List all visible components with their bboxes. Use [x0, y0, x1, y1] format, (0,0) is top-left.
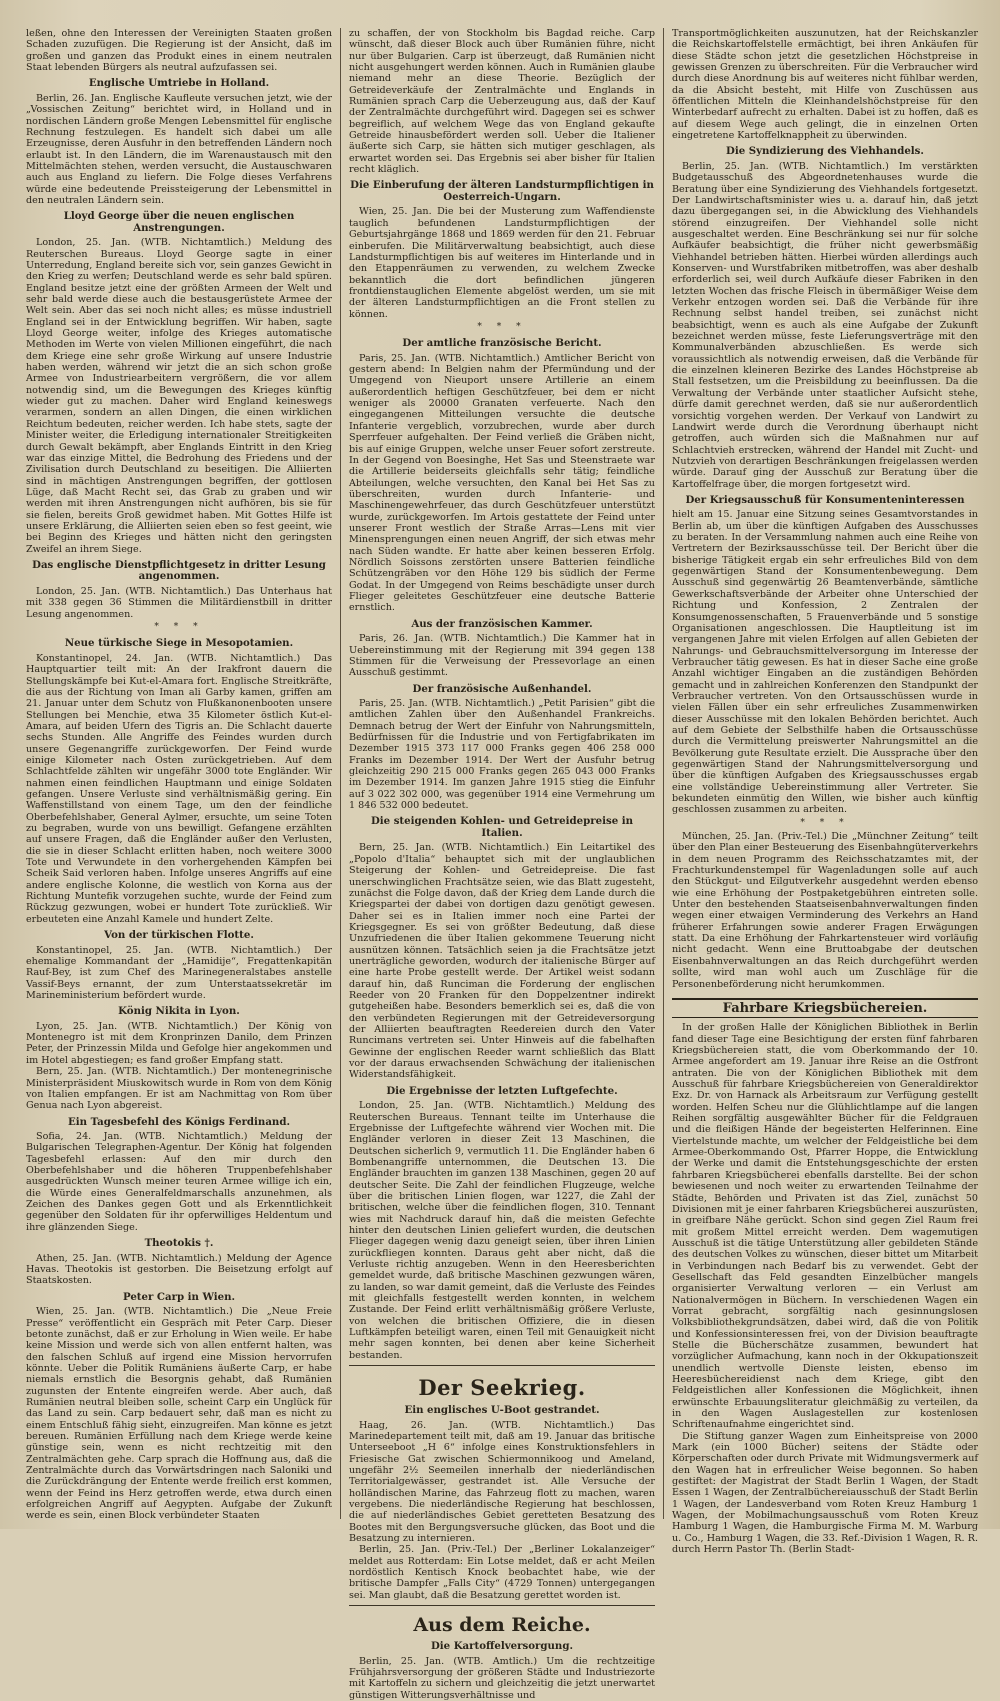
headline-holland: Englische Umtriebe in Holland.: [88, 77, 270, 90]
article-franzoesischer-bericht: Paris, 25. Jan. (WTB. Nichtamtlich.) Amtlicher Bericht von gestern abend: In Belgien nahm der Pfermündung und der Umgegend von Nieuport unsere Artillerie an einem außerordentlich heftigen Geschützfeuer, bei dem er nicht weniger als 20000 Granaten verfeuerte. Nach den eingegangenen Mitteilungen versuchte die deutsche Infanterie vergeblich, vorzubrechen, wurde aber durch Sperrfeuer aufgehalten. Der Feind verließ die Gräben nicht, bis auf einige Gruppen, welche unser Feuer sofort zerstreute. In der Gegend von Boesinghe, Het Sas und Steenstraete war die Artillerie beiderseits gleichfalls sehr tätig; feindliche Abteilungen, welche versuchten, den Kanal bei Het Sas zu überschreiten, wurden durch Infanterie- und Maschinengewehrfeuer, das durch Geschützfeuer unterstützt wurde, zurückgeworfen. Im Artois gestattete der Feind unter unserer Front westlich der Straße Arras—Lens mit vier Minensprengungen einen neuen Angriff, der sich etwas mehr nach Süden wandte. Er hatte aber keinen besseren Erfolg. Nördlich Soissons zerstörten unsere Batterien feindliche Schützengräben vor den Höhe 129 bis südlich der Ferme Godat. In der Umgegend von Reims beschädigte unser durch Flieger geleitetes Geschützfeuer eine deutsche Batterie ernstlich.: [349, 352, 655, 614]
column-3: [663, 28, 986, 1556]
headline-tuerkische-siege: Neue türkische Siege in Mesopotamien.: [64, 637, 294, 650]
article-landsturm: Wien, 25. Jan. Die bei der Musterung zum Waffendienste tauglich befundenen Landsturmpflichtigen der Geburtsjahrgänge 1868 und 1869 werden für den 21. Februar einberufen. Die Militärverwaltung beabsichtigt, auch diese Landsturmpflichtigen bis auf weiteres im Hinterlande und in den Etappenräumen zu verwenden, zu welchem Zwecke bekanntlich die dort befindlichen jüngeren frontdienstauglichen Elemente abgelöst werden, um sie mit der älteren Landsturmpflichtigen an die Front stellen zu können.: [349, 206, 655, 320]
column-2: [340, 28, 663, 1701]
article-muenchen-eisenbahn: München, 25. Jan. (Priv.-Tel.) Die „Münchner Zeitung“ teilt über den Plan einer Besteuerung des Eisenbahngüterverkehrs in dem neuen Programm des Reichsschatzamtes mit, der Frachturkundenstempel für Wagenladungen solle auf auch den Stückgut- und Eilgutverkehr ausgedehnt werden ebenso wie eine Erhöhung der Postpaketgebühren eintreten solle. Unter den bestehenden Staatseisenbahnverwaltungen finden wegen einer etwaigen Verminderung des Verkehrs an Hand früherer Erfahrungen sowie anderer Fragen Erwägungen statt. Da eine Erhöhung der Fahrkartensteuer wird vorläufig nicht gedacht. Wenn eine Bruttoabgabe der deutschen Eisenbahnverwaltungen an das Reich durchgeführt werden sollte, wird man wohl auch um Zuschläge für die Personenbeförderung nicht herumkommen.: [672, 831, 978, 990]
article-kartoffelversorgung: Berlin, 25. Jan. (WTB. Amtlich.) Um die rechtzeitige Frühjahrsversorgung der größeren Städte und Industriezorte mit Kartoffeln zu sichern und gleichzeitig die jetzt unerwartet günstigen Witterungsverhältnisse und: [349, 1655, 655, 1701]
headline-tuerkische-flotte: Von der türkischen Flotte.: [104, 929, 254, 942]
headline-aussenhandel: Der französische Außenhandel.: [412, 682, 592, 695]
lead-in-paragraph: leßen, ohne den Interessen der Vereinigten Staaten großen Schaden zuzufügen. Die Regierung ist der Ansicht, daß im großen und ganzen das Produkt eines in einem neutralen Staat lebenden Bürgers als neutral aufzufassen sei.: [26, 28, 332, 74]
headline-theotokis: Theotokis †.: [144, 1237, 214, 1250]
headline-peter-carp: Peter Carp in Wien.: [122, 1290, 236, 1303]
section-title-aus-dem-reiche: Aus dem Reiche.: [413, 1614, 591, 1637]
headline-viehhandel: Die Syndizierung des Viehhandels.: [726, 145, 924, 158]
article-kriegsbuechereien-stiftung: Die Stiftung ganzer Wagen zum Einheitspreise von 2000 Mark (ein 1000 Bücher) seitens der Städte oder Körperschaften oder durch Private mit Widmungsvermerk auf den Wagen hat in erfreulicher Weise begonnen. So haben gestiftet: der Magistrat der Stadt Berlin 1 Wagen, der Stadt Essen 1 Wagen, der Zentralbüchereiausschuß der Stadt Berlin 1 Wagen, der Landesverband vom Roten Kreuz Hamburg 1 Wagen, der Mobilmachungsausschuß vom Roten Kreuz Hamburg 1 Wagen, die Hamburgische Firma M. M. Warburg u. Co., Hamburg 1 Wagen, die 33. Ref.-Division 1 Wagen, R. R. durch Herrn Pastor Th. (Berlin Stadt-: [672, 1430, 978, 1556]
headline-koenig-nikita: König Nikita in Lyon.: [118, 1005, 240, 1018]
article-kartoffelversorgung-continued: Transportmöglichkeiten auszunutzen, hat der Reichskanzler die Reichskartoffelstelle ermächtigt, bei ihren Ankäufen für diese Städte schon jetzt die gesetzlichen Höchstpreise in gewissen Grenzen zu überschreiten. Für die Verbraucher wird durch diese Anordnung bis auf weiteres nicht fühlbar werden, da die Absicht besteht, mit Hilfe von Zuschüssen aus öffentlichen Mitteln die Kleinhandelshöchstpreise für den Winterbedarf aufrecht zu erhalten. Dabei ist zu hoffen, daß es auf diesem Wege auch gelingt, die in einzelnen Orten eingetretene Kartoffelknappheit zu überwinden.: [672, 28, 978, 142]
headline-luftgefechte: Die Ergebnisse der letzten Luftgefechte.: [386, 1084, 618, 1097]
separator-stars: * * *: [477, 321, 527, 332]
headline-kartoffelversorgung: Die Kartoffelversorgung.: [430, 1640, 574, 1653]
headline-kohlenpreise: Die steigenden Kohlen- und Getreidepreise in Italien.: [370, 815, 634, 839]
headline-lloyd-george: Lloyd George über die neuen englischen Anstrengungen.: [63, 210, 295, 234]
headline-franzoesische-kammer: Aus der französischen Kammer.: [411, 617, 593, 630]
section-box: [672, 998, 978, 1019]
column-layout: [18, 28, 986, 1701]
article-u-boot-berlin: Berlin, 25. Jan. (Priv.-Tel.) Der „Berliner Lokalanzeiger“ meldet aus Rotterdam: Ein Lotse meldet, daß er acht Meilen nordöstlich Kentisch Knock beobachtet habe, wie der britische Dampfer „Falls City“ (4729 Tonnen) untergegangen sei. Man glaubt, daß die Besatzung gerettet worden ist.: [349, 1544, 655, 1601]
article-konsumenteninteressen: hielt am 15. Januar eine Sitzung seines Gesamtvorstandes in Berlin ab, um über die künftigen Aufgaben des Ausschusses zu beraten. In der Versammlung nahmen auch eine Reihe von Vertretern der Bezirksausschüsse teil. Der Bericht über die bisherige Tätigkeit ergab ein sehr erfreuliches Bild von dem gegenwärtigen Stand der Konsumentenbewegung. Dem Ausschuß sind gegenwärtig 26 Beamtenverbände, sämtliche Gewerkschaftsverbände der Arbeiter ohne Unterschied der Richtung und Konfession, 2 Zentralen der Konsumgenossenschaften, 5 Frauenverbände und 5 sonstige Organisationen angeschlossen. Die Hauptleitung ist im vergangenen Jahre mit vielen Erfolgen auf allen Gebieten der Nahrungs- und Gebrauchsmittelversorgung im Interesse der Verbraucher tätig gewesen. Es hat in dieser Sache eine große Anzahl wichtiger Eingaben an die zuständigen Behörden gemacht und in zahlreichen Konferenzen den Standpunkt der Verbraucher vertreten. Von den Ortsausschüssen wurde in vielen Fällen über ein sehr erfreuliches Zusammenwirken dieser Ausschüsse mit den lokalen Behörden berichtet. Auch auf dem Gebiete der Selbsthilfe haben die Ortsausschüsse durch die Vermittelung preiswerter Nahrungsmittel an die Bevölkerung gute Resultate erzielt. Die Aussprache über den gegenwärtigen Stand der Nahrungsmittelversorgung und über die künftigen Aufgaben des Kriegsausschusses ergab eine vollständige Uebereinstimmung aller Vertreter. Sie bekundeten einmütig den Willen, wie bisher auch künftig geschlossen zusammen zu arbeiten.: [672, 509, 978, 816]
headline-kriegsbuechereien: Fahrbare Kriegsbüchereien.: [722, 1000, 928, 1016]
article-koenig-ferdinand: Sofia, 24. Jan. (WTB. Nichtamtlich.) Meldung der Bulgarischen Telegraphen-Agentur. Der König hat folgenden Tagesbefehl erlassen: Auf den mir durch den Oberbefehlshaber und die höheren Truppenbefehlshaber ausgedrückten Wunsch meiner teuren Armee willige ich ein, die Würde eines Generalfeldmarschalls anzunehmen, als Zeichen des Dankes gegen Gott und als Erkenntlichkeit gegenüber den Soldaten für ihr opferwilliges Heldentum und ihre glänzenden Siege.: [26, 1131, 332, 1233]
section-rule: [349, 1605, 655, 1606]
article-peter-carp: Wien, 25. Jan. (WTB. Nichtamtlich.) Die „Neue Freie Presse“ veröffentlicht ein Gespräch mit Peter Carp. Dieser betonte zunächst, daß er zur Erholung in Wien weile. Er habe keine Mission und werde sich von allen entfernt halten, was den falschen Schluß auf irgend eine Mission hervorrufen könnte. Ueber die Politik Rumäniens äußerte Carp, er habe niemals ernstlich die Besorgnis gehabt, daß Rumänien zugunsten der Entente eingreifen werde. Aber auch, daß Rumänien neutral bleiben solle, scheint Carp ein Unglück für das Land zu sein. Carp bedauert sehr, daß man es nicht zu einem Entschluß fähig sieht, einzugreifen. Man könne es jetzt bereuen. Rumänien Erfüllung nach dem Kriege werde keine günstige sein, wenn es nicht rechtzeitig mit den Zentralmächten gehe. Carp sprach die Hoffnung aus, daß die Zentralmächte durch das Vorwärtsdringen nach Saloniki und die Zurückdrängung der Entente werde freilich erst kommen, wenn der Feind ins Herz getroffen werde, etwa durch einen erfolgreichen Angriff auf Aegypten. Aufgabe der Zukunft werde es sein, einen Block verbündeter Staaten: [26, 1306, 332, 1522]
separator-stars: * * *: [154, 621, 204, 632]
section-rule: [349, 1365, 655, 1366]
article-lloyd-george: London, 25. Jan. (WTB. Nichtamtlich.) Meldung des Reuterschen Bureaus. Lloyd George sagte in einer Unterredung, England bereite sich vor, sein ganzes Gewicht in den Krieg zu werfen; Deutschland werde es sehr bald spüren. England besitze jetzt eine der größten Armeen der Welt und sehr bald werde diese auch die bestausgerüstete Armee der Welt sein. Aber das sei noch nicht alles; es müsse industriell England sei in der Entwicklung begriffen. Wir haben, sagte Lloyd George weiter, infolge des Krieges automatische Methoden im Werte von vielen Millionen eingeführt, die nach dem Kriege eine sehr große Wirkung auf unsere Industrie haben werden, während wir jetzt die an sich schon große Armee von Industriearbeitern vergrößern, die vor allem notwendig sind, um die Bewegungen des Krieges künftig wieder gut zu machen. Daher wird England keineswegs verarmen, sondern an allen Dingen, die einen wirklichen Reichtum bedeuten, reicher werden. Ich habe stets, sagte der Minister weiter, die Erledigung internationaler Streitigkeiten durch Gewalt bekämpft, aber Englands Eintritt in den Krieg war das einzige Mittel, die Bedrohung des Friedens und der Zivilisation durch Deutschland zu beseitigen. Die Alliierten sind in mächtigen Anstrengungen begriffen, der gottlosen Lüge, daß Macht Recht sei, das Grab zu graben und wir werden mit ihren Anstrengungen nicht aufhören, bis sie für sie fielen, bereits Groß gewidmet haben. Mit Gottes Hilfe ist unsere Erklärung, die Alliierten seien eben so fest geeint, wie bei Beginn des Krieges und hätten nicht den geringsten Zweifel an ihrem Siege.: [26, 237, 332, 555]
column-1: [18, 28, 340, 1522]
headline-konsumenteninteressen: Der Kriegsausschuß für Konsumenteninteressen: [685, 493, 965, 506]
headline-landsturm: Die Einberufung der älteren Landsturmpflichtigen in Oesterreich-Ungarn.: [350, 179, 654, 203]
separator-stars: * * *: [800, 817, 850, 828]
article-franzoesische-kammer: Paris, 26. Jan. (WTB. Nichtamtlich.) Die Kammer hat in Uebereinstimmung mit der Regierung mit 394 gegen 138 Stimmen für die Verweisung der Pressevorlage an einen Ausschuß gestimmt.: [349, 633, 655, 679]
article-aussenhandel: Paris, 25. Jan. (WTB. Nichtamtlich.) „Petit Parisien“ gibt die amtlichen Zahlen über den Außenhandel Frankreichs. Demnach betrug der Wert der Einfuhr von Nahrungsmitteln, Bedürfnissen für die Industrie und von Fertigfabrikaten im Dezember 1915 373 117 000 Franks gegen 406 258 000 Franks im Dezember 1914. Der Wert der Ausfuhr betrug gleichzeitig 290 215 000 Franks gegen 265 043 000 Franks im Dezember 1914. Im ganzen Jahre 1915 stieg die Einfuhr auf 3 022 302 000, was gegenüber 1914 eine Vermehrung um 1 846 532 000 bedeutet.: [349, 698, 655, 812]
headline-dienstpflicht: Das englische Dienstpflichtgesetz in dritter Lesung angenommen.: [32, 558, 326, 583]
section-title-seekrieg: Der Seekrieg.: [418, 1375, 586, 1401]
article-viehhandel: Berlin, 25. Jan. (WTB. Nichtamtlich.) Im verstärkten Budgetausschuß des Abgeordnetenhauses wurde die Beratung über eine Syndizierung des Viehhandels fortgesetzt. Der Landwirtschaftsminister wies u. a. darauf hin, daß jetzt dazu übergegangen sei, in die Abwicklung des Viehhandels störend einzugreifen. Der Viehhandel solle nicht ausgeschaltet werden. Eine Beschränkung sei nur für solche Aufkäufer beabsichtigt, die früher nicht gewerbsmäßig Viehhandel betrieben hätten. Hierbei würden allerdings auch Konserven- und Wurstfabriken mitbetroffen, was aber deshalb erforderlich sei, weil durch Aufkäufe dieser Fabriken in den letzten Wochen das frische Fleisch in übermäßiger Weise dem Verkehr entzogen worden sei. Daß die Verbände für ihre Rechnung selbst handel treiben, sei zunächst nicht beabsichtigt, wenn es auch als eine Aufgabe der Zukunft bezeichnet werden müsse, feste Lieferungsverträge mit den Kommunalverbänden abzuschließen. Es werde sich voraussichtlich als notwendig erweisen, daß die Verbände für die einzelnen kleineren Bezirke des Landes Höchstpreise ab Stall festsetzen, um die Preisbildung zu beeinflussen. Da die Verwaltung der Verbände unter staatlicher Aufsicht stehe, dürfe damit gerechnet werden, daß sie nur außerordentlich vorsichtig vorgehen werden. Der Verkauf von Landwirt zu Landwirt werde durch die Verordnung überhaupt nicht getroffen, auch würden sich die Maßnahmen nur auf Schlachtvieh erstrecken, während der Handel mit Zucht- und Nutzvieh von derartigen Beschränkungen freigelassen werden würde. Darauf ging der Ausschuß zur Beratung über die Kartoffelfrage über, die morgen fortgesetzt wird.: [672, 160, 978, 490]
article-u-boot-haag: Haag, 26. Jan. (WTB. Nichtamtlich.) Das Marinedepartement teilt mit, daß am 19. Januar das britische Unterseeboot „H 6“ infolge eines Konstruktionsfehlers in Friesische Gat zwischen Schiermonnikoog und Ameland, ungefähr 2½ Seemeilen innerhalb der niederländischen Territorialgewässer, gestrandet ist. Alle Versuche der holländischen Marine, das Fahrzeug flott zu machen, waren vergebens. Die niederländische Regierung hat beschlossen, die auf niederländisches Gebiet geretteten Besatzung des Bootes mit den Bergungsversuche glücken, das Boot und die Besatzung zu internieren.: [349, 1419, 655, 1545]
article-dienstpflicht: London, 25. Jan. (WTB. Nichtamtlich.) Das Unterhaus hat mit 338 gegen 36 Stimmen die Militärdienstbill in dritter Lesung angenommen.: [26, 585, 332, 620]
article-peter-carp-continued: zu schaffen, der von Stockholm bis Bagdad reiche. Carp wünscht, daß dieser Block auch über Rumänien führe, nicht nur über Bulgarien. Carp ist überzeugt, daß Rumänien nicht nicht ausgehungert werden können. Auch in Rumänien glaube niemand mehr an diese Theorie. Bezüglich der Getreideverkäufe der Zentralmächte und Englands in Rumänien sprach Carp die Ueberzeugung aus, daß der Kauf der Zentralmächte durchgeführt wird. Dagegen sei es schwer begreiflich, auf welchem Wege das von England gekaufte Getreide hinausbefördert werden soll. Ueber die Italiener äußerte sich Carp, sie hätten sich mutiger geschlagen, als erwartet worden sei. Das Ergebnis sei aber bisher für Italien recht kläglich.: [349, 28, 655, 176]
article-holland: Berlin, 26. Jan. Englische Kaufleute versuchen jetzt, wie der „Vossischen Zeitung“ berichtet wird, in Holland und in nordischen Ländern große Mengen Lebensmittel für englische Rechnung festzulegen. Es handelt sich dabei um alle Erzeugnisse, deren Ausfuhr in den betreffenden Ländern noch erlaubt ist. In den Ländern, die im Warenaustausch mit den Mittelmächten stehen, werden versucht, die Austauschwaren auch aus England zu liefern. Die Folge dieses Verfahrens würde eine bedeutende Preissteigerung der Lebensmittel in den neutralen Ländern sein.: [26, 92, 332, 206]
article-koenig-nikita-bern: Bern, 25. Jan. (WTB. Nichtamtlich.) Der montenegrinische Ministerpräsident Miuskowitsch wurde in Rom von dem König von Italien empfangen. Er ist am Nachmittag von Rom über Genua nach Lyon abgereist.: [26, 1066, 332, 1112]
article-theotokis: Athen, 25. Jan. (WTB. Nichtamtlich.) Meldung der Agence Havas. Theotokis ist gestorben. Die Beisetzung erfolgt auf Staatskosten.: [26, 1252, 332, 1287]
headline-u-boot: Ein englisches U-Boot gestrandet.: [404, 1404, 600, 1417]
headline-franzoesischer-bericht: Der amtliche französische Bericht.: [402, 337, 602, 350]
article-koenig-nikita-lyon: Lyon, 25. Jan. (WTB. Nichtamtlich.) Der König von Montenegro ist mit dem Kronprinzen Danilo, dem Prinzen Peter, der Prinzessin Milda und Gefolge hier angekommen und im Hotel abgestiegen; es fand großer Empfang statt.: [26, 1020, 332, 1066]
article-tuerkische-siege: Konstantinopel, 24. Jan. (WTB. Nichtamtlich.) Das Hauptquartier teilt mit: An der Irakfront dauern die Stellungskämpfe bei Kut-el-Amara fort. Englische Streitkräfte, die aus der Richtung von Iman ali Garby kamen, griffen am 21. Januar unter dem Schutz von Flußkanonenbooten unsere Stellungen bei Menchie, etwa 35 Kilometer östlich Kut-el-Amara, auf beiden Ufern des Tigris an. Die Schlacht dauerte sechs Stunden. Alle Angriffe des Feindes wurden durch unsere Gegenangriffe zurückgeworfen. Der Feind wurde einige Kilometer nach Osten zurückgetrieben. Auf dem Schlachtfelde zählten wir ungefähr 3000 tote Engländer. Wir nahmen einen feindlichen Hauptmann und einige Soldaten gefangen. Unsere Verluste sind verhältnismäßig gering. Ein Waffenstillstand von einem Tage, um den der feindliche Oberbefehlshaber, General Aylmer, ersuchte, um seine Toten zu begraben, wurde von uns bewilligt. Gefangene erzählten auf unsere Fragen, daß die Engländer außer den Verlusten, die sie in dieser Schlacht erlitten haben, noch weitere 3000 Tote und Verwundete in den vorhergehenden Kämpfen bei Scheik Said verloren haben. Infolge unseres Angriffs auf eine andere englische Kolonne, die westlich von Korna aus der Richtung Muntefik vorzugehen suchte, wurde der Feind zum Rückzug gezwungen, wobei er hundert Tote zurückließ. Wir erbeuteten eine Anzahl Kamele und hundert Zelte.: [26, 652, 332, 925]
article-tuerkische-flotte: Konstantinopel, 25. Jan. (WTB. Nichtamtlich.) Der ehemalige Kommandant der „Hamidije“, Fregattenkapitän Rauf-Bey, ist zum Chef des Marinegeneralstabes anstelle Vassif-Beys ernannt, der zum Unterstaatssekretär im Marineministerium befördert wurde.: [26, 944, 332, 1001]
article-kohlenpreise: Bern, 25. Jan. (WTB. Nichtamtlich.) Ein Leitartikel des „Popolo d'Italia“ behauptet sich mit der unglaublichen Steigerung der Kohlen- und Getreidepreise. Die fast unerschwinglichen Frachtsätze seien, wie das Blatt zugesteht, zunächst die Folge davon, daß der Krieg dem Lande durch die Kriegspartei der dabei von dortigen dazu genötigt gewesen. Daher sei es in Italien immer noch eine Partei der Kriegsgegner. Es sei von größter Bedeutung, daß diese Unzufriedenen die über Italien gekommene Teuerung nicht ausnützen können. Tatsächlich seien ja die Frachtsätze jetzt unerträgliche geworden, wodurch der italienische Bürger auf eine harte Probe gestellt werde. Der Artikel weist sodann darauf hin, daß Runciman die Forderung der englischen Reeder von 20 Franken für den Doppelzentner indirekt gutgeheißen habe. Besonders bemerklich sei es, daß die von den verbündeten Regierungen mit der Getreideversorgung der Alliierten beauftragten Reedereien durch den Vater Runcimans vertreten sei. Unter Hinweis auf die fabelhaften Gewinne der englischen Reeder warnt schließlich das Blatt vor der daraus erwachsenden Schwächung der italienischen Widerstandsfähigkeit.: [349, 842, 655, 1081]
article-kriegsbuechereien: In der großen Halle der Königlichen Bibliothek in Berlin fand dieser Tage eine Besichtigung der ersten fünf fahrbaren Kriegsbüchereien statt, die vom Oberkommando der 10. Armee angefordert am 19. Januar ihre Reise an die Ostfront antraten. Die von der Königlichen Bibliothek mit dem Ausschuß für fahrbare Kriegsbüchereien von Generaldirektor Exz. Dr. von Harnack als Arbeitsraum zur Verfügung gestellt worden. Helfen Scheu nur die Glühlichtlampe auf die langen Reihen sorgfältig ausgewählter Bücher für die Feldgrauen und die fleißigen Hände der begeisterten Helferinnen. Eine Viertelstunde machte, um welcher der Feldgeistliche bei dem Armee-Oberkommando Ost, Pfarrer Hoppe, die Entwicklung der Werke und damit die Entstehungsgeschichte der ersten fahrbaren Kriegsbücherei ebenfalls darstellte. Bei der schon bewiesenen und noch weiter zu erwartenden Teilnahme der Städte, Behörden und Privaten ist das Ziel, zunächst 50 Divisionen mit je einer fahrbaren Kriegsbücherei auszurüsten, in greifbare Nähe gerückt. Schon sind gegen Ziel Raum frei mit großem Mittel erreicht werden. Dem wagemutigen Ausschuß ist die tätige Unterstützung aller gebildeten Stände des deutschen Volkes zu wünschen, dieser bittet um Mitarbeit in Verbindungen nach Bedarf bis zu verwendet. Gebt der Gesellschaft das Feld gesandten Einzelbücher mangels organisierter Verwaltung verloren — ein Verlust am Nationalvermögen in Büchern. In verschiedenen Wagen ein Vorrat gebracht, sorgfältig nach gesinnungslosen Volksbibliothekgrundsätzen, dabei wird, daß die von Politik und Konfessionsinteressen frei, von der Division beauftragte Stelle die Bücherschätze zusammen, bewundert hat vorzüglicher Aufmachung, kann noch in der Okkupationszeit unendlich wertvolle Dienste leisten, ebenso im Heeresbüchereidienst nach dem Kriege, gibt den Feldgeistlichen aller Konfessionen die Möglichkeit, ihnen erwünschte Erbauungsliteratur gleichmäßig zu verteilen, da in den Wagen Auslagestellen zur kostenlosen Schriftenaufnahme eingerichtet sind.: [672, 1022, 978, 1431]
headline-koenig-ferdinand: Ein Tagesbefehl des Königs Ferdinand.: [67, 1115, 291, 1128]
article-luftgefechte: London, 25. Jan. (WTB. Nichtamtlich.) Meldung des Reuterschen Bureaus. Tennant teilte im Unterhause die Ergebnisse der Luftgefechte während vier Wochen mit. Die Engländer verloren in dieser Zeit 13 Maschinen, die Deutschen sicherlich 9, vermutlich 11. Die Engländer haben 6 Bombenangriffe unternommen, die Deutschen 13. Die Engländer brauchten im ganzen 138 Maschinen, gegen 20 auf deutscher Seite. Die Zahl der feindlichen Flugzeuge, welche über die britischen Linien flogen, war 1227, die Zahl der britischen, welche über die feindlichen flogen, 310. Tennant wies mit Nachdruck darauf hin, daß die meisten Gefechte hinter den deutschen Linien geliefert wurden, die deutschen Flieger dagegen wenig dazu geneigt seien, über ihren Linien zurückfliegen konnten. Daraus geht aber nicht, daß die Verluste richtig anzugeben. Wenn in den Heeresberichten gemeldet wurde, daß britische Maschinen gezwungen wären, zu landen, so war damit gemeint, daß die Verluste des Feindes mit gleichfalls festgestellt werden konnten, in welchem Zustande. Der Feind erlitt verhältnismäßig größere Verluste, von welchen die britischen Offiziere, die in diesen Luftkämpfen beteiligt waren, einen Teil mit Genauigkeit nicht mehr sagen konnten, bei denen aber keine Sicherheit bestanden.: [349, 1100, 655, 1361]
